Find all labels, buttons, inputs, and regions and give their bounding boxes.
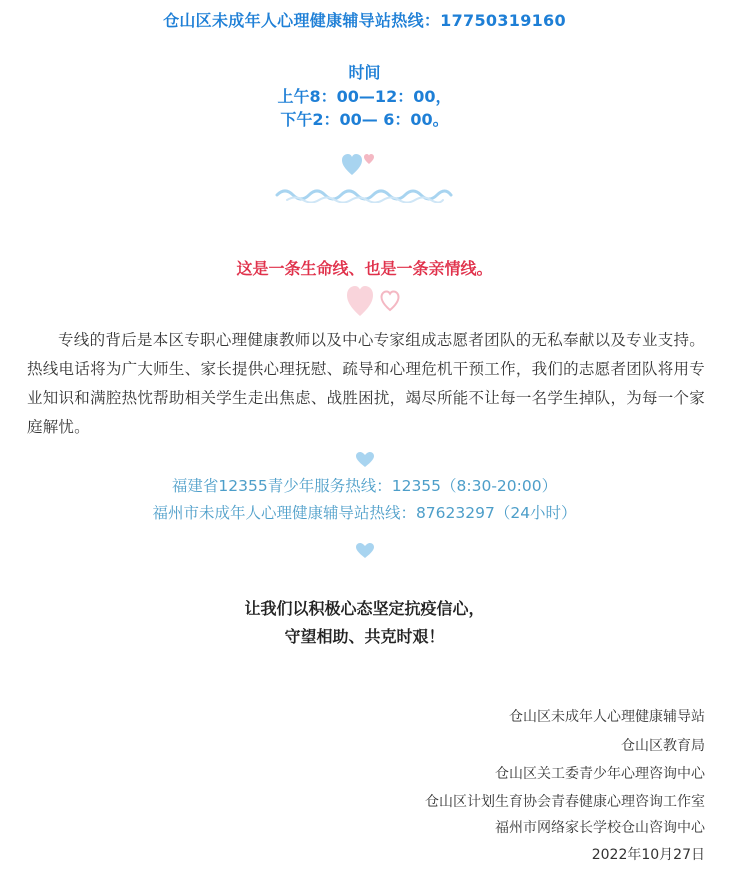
pink-hearts-icon [346,282,406,320]
hotline-title: 仓山区未成年人心理健康辅导站热线：17750319160 [163,11,566,30]
heart-icon [364,154,374,164]
time-morning: 上午8：00—12：00， [277,87,452,106]
heart-icon [347,286,373,316]
heart-icon [342,154,362,175]
signature-org: 仓山区未成年人心理健康辅导站 [509,709,705,725]
heart-icon [355,451,375,468]
description-paragraph: 专线的背后是本区专职心理健康教师以及中心专家组成志愿者团队的无私奉献以及专业支持。热线电话将为广大师生、家长提供心理抚慰、疏导和心理危机干预工作，我们的志愿者团队将用专业知识和满腔热忱帮助相关学生走出焦虑、战胜困扰，竭尽所能不让每一名学生掉队，为每一个家庭解忧。 [27,331,705,436]
heart-icon [355,542,375,559]
hearts-decoration-icon [342,153,378,177]
signature-org: 仓山区教育局 [621,738,705,754]
signature-date: 2022年10月27日 [591,847,705,863]
hotline-fuzhou: 福州市未成年人心理健康辅导站热线：87623297（24小时） [152,504,577,522]
time-heading: 时间 [348,63,381,82]
signature-org: 仓山区关工委青少年心理咨询中心 [495,766,705,782]
heart-icon [382,292,399,311]
slogan-line-1: 让我们以积极心态坚定抗疫信心， [244,599,485,618]
time-afternoon: 下午2：00— 6：00。 [280,110,449,129]
signature-org: 仓山区计划生育协会青春健康心理咨询工作室 [425,794,705,810]
lifeline-text: 这是一条生命线、也是一条亲情线。 [236,259,493,278]
signature-org: 福州市网络家长学校仓山咨询中心 [495,820,705,836]
wave-divider-icon [275,183,453,203]
hotline-fujian: 福建省12355青少年服务热线：12355（8:30-20:00） [171,477,558,495]
slogan-line-2: 守望相助、共克时艰！ [284,627,445,646]
